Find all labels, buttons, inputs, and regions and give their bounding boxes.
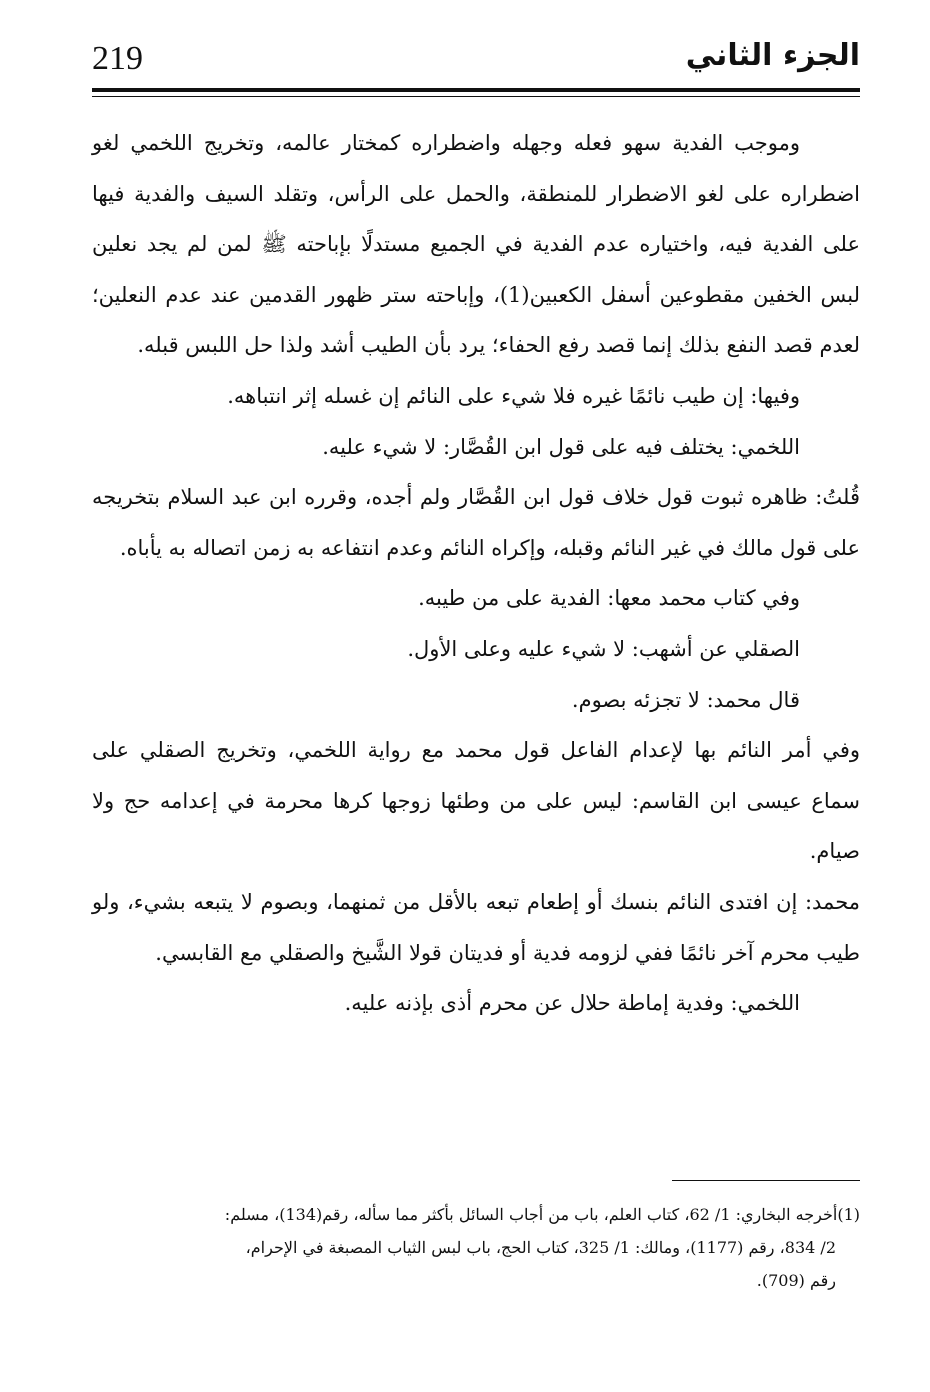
running-title: الجزء الثاني: [685, 38, 860, 73]
page-number: 219: [92, 40, 143, 77]
paragraph: اللخمي: وفدية إماطة حلال عن محرم أذى بإذنه عليه.: [344, 991, 800, 1016]
paragraph: الصقلي عن أشهب: لا شيء عليه وعلى الأول.: [407, 636, 800, 661]
paragraph: وفي كتاب محمد معها: الفدية على من طيبه.: [418, 586, 800, 611]
paragraph: محمد: إن افتدى النائم بنسك أو إطعام تبعه بالأقل من ثمنهما، وبصوم لا يتبعه بشيء، ولو طيب محرم آخر نائمًا ففي لزومه فدية أو فديتان قولا الشَّيخ والصقلي مع القابسي.: [92, 889, 860, 965]
paragraph: اللخمي: يختلف فيه على قول ابن القُصَّار: لا شيء عليه.: [322, 434, 800, 459]
footnote-line: 2/ 834، رقم (1177)، ومالك: 1/ 325، كتاب الحج، باب لبس الثياب المصبغة في الإحرام،: [245, 1238, 836, 1257]
header-rule-thin: [92, 96, 860, 97]
page-header: [92, 38, 860, 90]
footnote-line: (1)أخرجه البخاري: 1/ 62، كتاب العلم، باب من أجاب السائل بأكثر مما سأله، رقم(134)، مسلم:: [224, 1205, 860, 1224]
footnote-separator: [672, 1180, 860, 1181]
footnote: [92, 1198, 860, 1297]
paragraph: قال محمد: لا تجزئه بصوم.: [571, 687, 800, 712]
paragraph: قُلتُ: ظاهره ثبوت قول خلاف قول ابن القُصَّار ولم أجده، وقرره ابن عبد السلام بتخريجه على قول مالك في غير النائم وقبله، وإكراه النائم وعدم انتفاعه به زمن اتصاله به يأباه.: [92, 485, 860, 560]
footnote-line: رقم (709).: [756, 1271, 836, 1290]
main-text: [92, 118, 860, 1029]
paragraph: وموجب الفدية سهو فعله وجهله واضطراره كمختار عالمه، وتخريج اللخمي لغو اضطراره على لغو الاضطرار للمنطقة، والحمل على الرأس، وتقلد السيف والفدية فيها على الفدية فيه، واختياره عدم الفدية في الجميع مستدلًا بإباحته ﷺ لمن لم يجد نعلين لبس الخفين مقطوعين أسفل الكعبين(1)، وإباحته ستر ظهور القدمين عند عدم النعلين؛ لعدم قصد النفع بذلك إنما قصد رفع الحفاء؛ يرد بأن الطيب أشد ولذا حل اللبس قبله.: [92, 131, 860, 358]
paragraph: وفيها: إن طيب نائمًا غيره فلا شيء على النائم إن غسله إثر انتباهه.: [227, 383, 800, 408]
paragraph: وفي أمر النائم بها لإعدام الفاعل قول محمد مع رواية اللخمي، وتخريج الصقلي على سماع عيسى ابن القاسم: ليس على من وطئها زوجها كرها محرمة في إعدامه حج ولا صيام.: [92, 738, 860, 864]
header-rule-thick: [92, 88, 860, 92]
